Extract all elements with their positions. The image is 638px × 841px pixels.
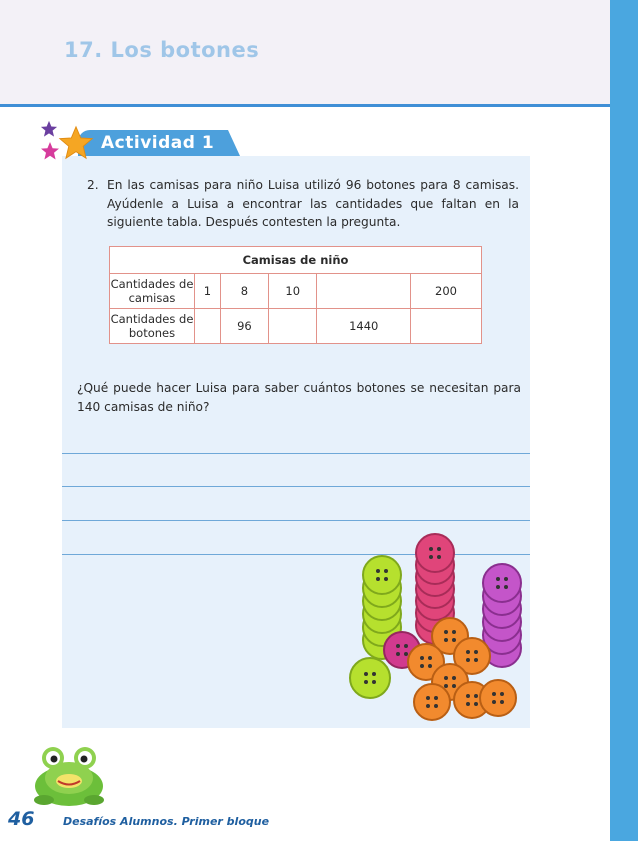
sewing-button-icon xyxy=(350,658,390,698)
answer-line xyxy=(62,453,530,454)
table-title-row xyxy=(110,247,482,274)
sewing-button-icon xyxy=(414,684,450,720)
table-cell xyxy=(269,309,317,344)
sewing-button-icon xyxy=(480,680,516,716)
table-row xyxy=(110,309,482,344)
buttons-illustration xyxy=(340,530,530,730)
answer-line xyxy=(62,486,530,487)
table-cell: 1440 xyxy=(317,309,411,344)
answer-line xyxy=(62,520,530,521)
row-header: Cantidades de camisas xyxy=(110,274,195,309)
frog-mascot-icon xyxy=(24,738,114,810)
question-text: ¿Qué puede hacer Luisa para saber cuántos botones se necesitan para 140 camisas de niño? xyxy=(77,381,521,414)
table-cell: 200 xyxy=(411,274,482,309)
page-number: 46 xyxy=(8,808,35,830)
side-bar xyxy=(610,0,638,841)
header-rule xyxy=(0,104,610,107)
table-cell: 96 xyxy=(220,309,268,344)
activity-tab-edge xyxy=(228,130,240,156)
sewing-button-icon xyxy=(416,534,454,572)
table-cell: 10 xyxy=(269,274,317,309)
table-cell xyxy=(411,309,482,344)
activity-label: Actividad 1 xyxy=(101,133,215,153)
table-cell xyxy=(317,274,411,309)
sewing-button-icon xyxy=(483,564,521,602)
gold-star-icon xyxy=(58,125,94,161)
sewing-button-icon xyxy=(363,556,401,594)
pink-star-icon xyxy=(40,141,60,161)
row-header: Cantidades de botones xyxy=(110,309,195,344)
problem-text: En las camisas para niño Luisa utilizó 96 botones para 8 camisas. Ayúdenle a Luisa a encontrar las cantidades que faltan en la siguiente tabla. Después contesten la pregunta. xyxy=(107,178,519,229)
table-cell: 8 xyxy=(220,274,268,309)
table-row xyxy=(110,274,482,309)
purple-star-icon xyxy=(40,120,58,138)
table-title: Camisas de niño xyxy=(110,247,482,274)
table-cell xyxy=(195,309,221,344)
table-cell: 1 xyxy=(195,274,221,309)
data-table xyxy=(109,246,482,344)
book-title: Desafíos Alumnos. Primer bloque xyxy=(63,815,270,828)
problem-number: 2. xyxy=(87,178,99,192)
section-title: 17. Los botones xyxy=(64,38,260,62)
